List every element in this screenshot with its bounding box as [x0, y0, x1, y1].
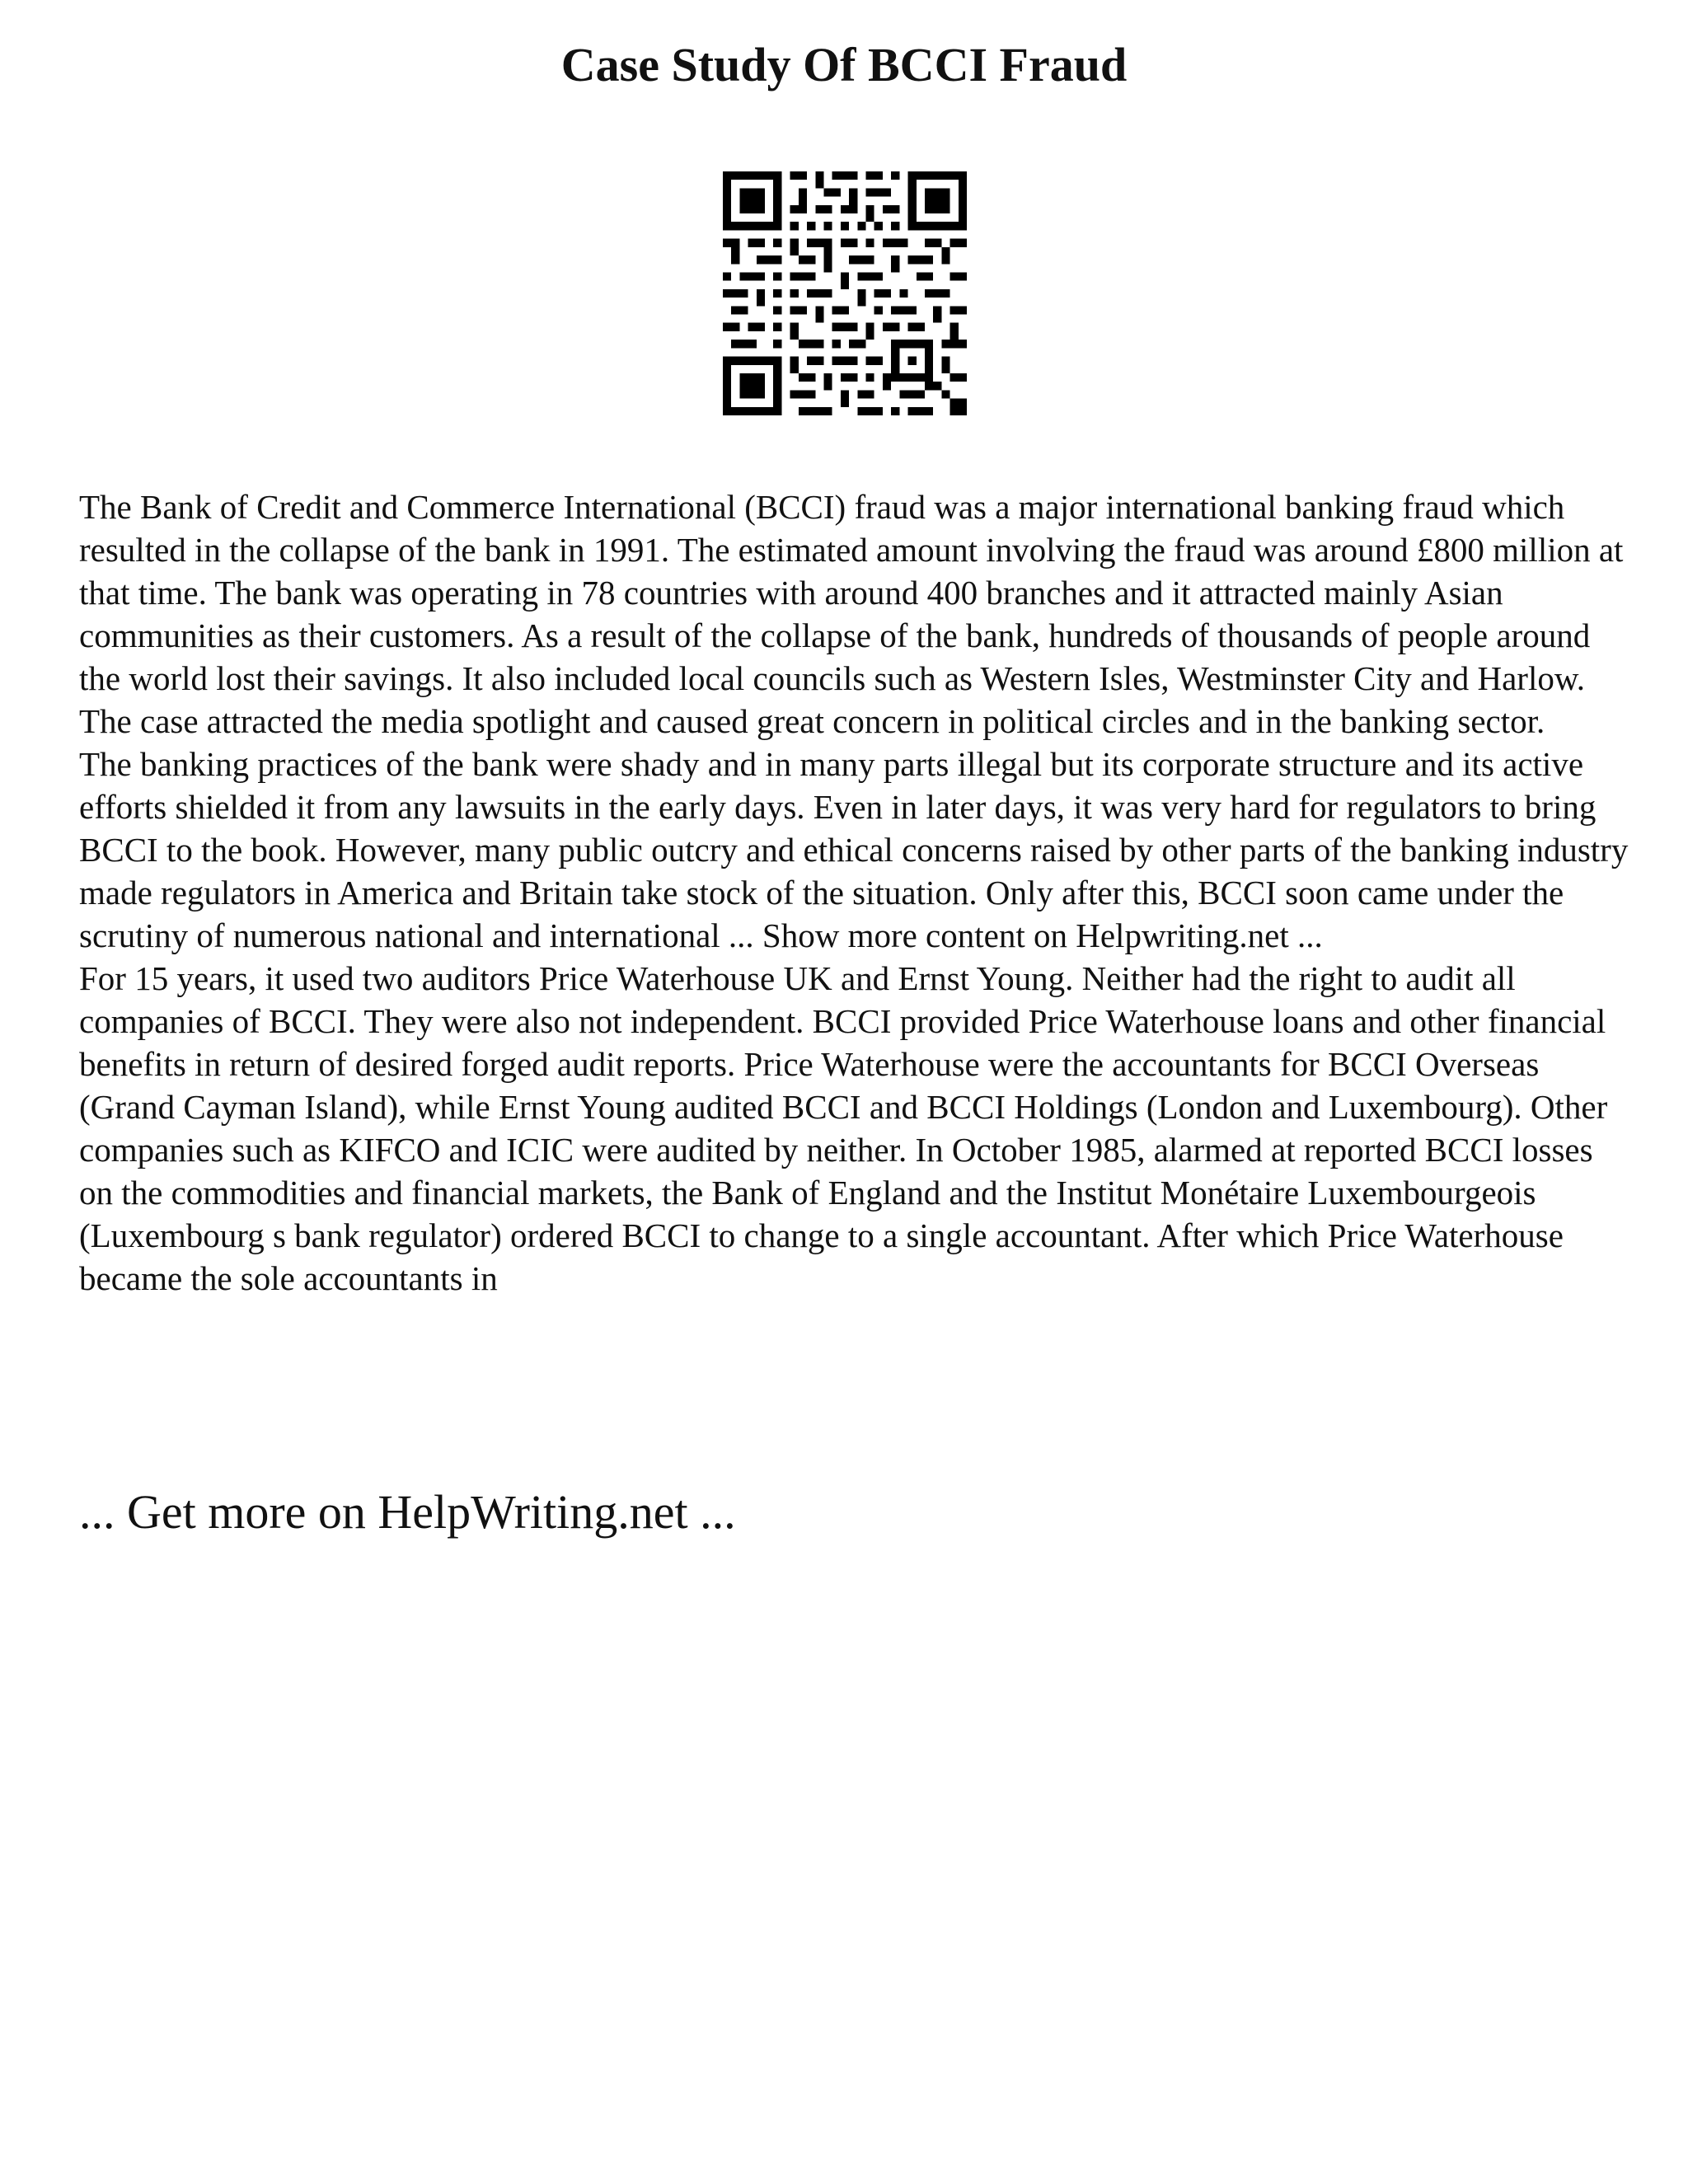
paragraph: The Bank of Credit and Commerce International (BCCI) fraud was a major international banking fraud which resulted in the collapse of the bank in 1991. The estimated amount involving the fraud was around £800 million at that time. The bank was operating in 78 countries with around 400 branches and it attracted mainly Asian communities as their customers. As a result of the collapse of the bank, hundreds of thousands of people around the world lost their savings. It also included local councils such as Western Isles, Westminster City and Harlow. The case attracted the media spotlight and caused great concern in political circles and in the banking sector.	[79, 488, 1624, 740]
document-title: Case Study Of BCCI Fraud	[560, 38, 1128, 91]
paragraph: For 15 years, it used two auditors Price Waterhouse UK and Ernst Young. Neither had the right to audit all companies of BCCI. They were also not independent. BCCI provided Price Waterhouse loans and other financial benefits in return of desired forged audit reports. Price Waterhouse were the accountants for BCCI Overseas (Grand Cayman Island), while Ernst Young audited BCCI and BCCI Holdings (London and Luxembourg). Other companies such as KIFCO and ICIC were audited by neither. In October 1985, alarmed at reported BCCI losses on the commodities and financial markets, the Bank of England and the Institut Monétaire Luxembourgeois (Luxembourg s bank regulator) ordered BCCI to change to a single accountant. After which Price Waterhouse became the sole accountants in	[79, 959, 1608, 1297]
article-body	[79, 485, 1629, 1300]
get-more-link[interactable]: ... Get more on HelpWriting.net ...	[79, 1485, 736, 1539]
qr-code-icon	[723, 171, 967, 415]
paragraph: The banking practices of the bank were shady and in many parts illegal but its corporate structure and its active efforts shielded it from any lawsuits in the early days. Even in later days, it was very hard for regulators to bring BCCI to the book. However, many public outcry and ethical concerns raised by other parts of the banking industry made regulators in America and Britain take stock of the situation. Only after this, BCCI soon came under the scrutiny of numerous national and international ... Show more content on Helpwriting.net ...	[79, 745, 1629, 954]
